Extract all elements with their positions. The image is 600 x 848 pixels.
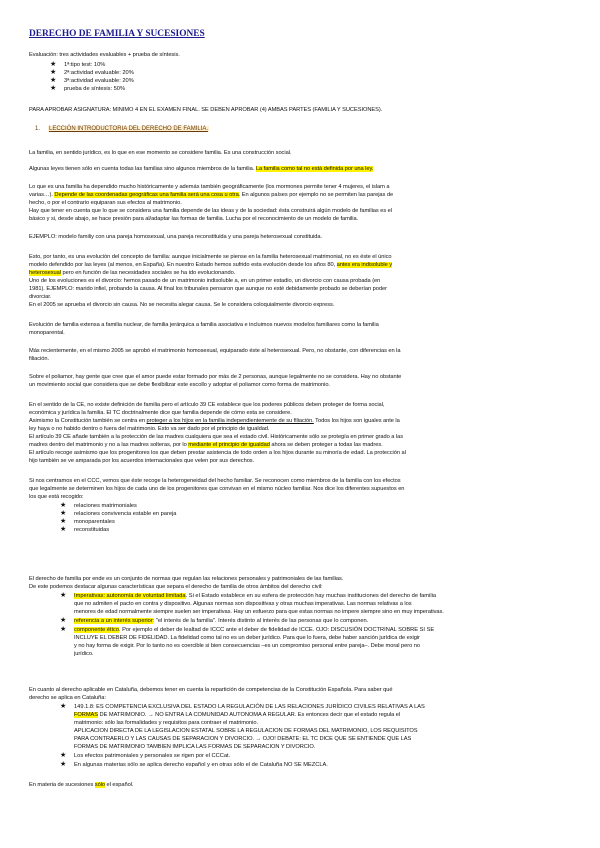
highlight: heterosexual bbox=[29, 270, 61, 276]
list-item: ★ prueba de síntesis: 50% bbox=[50, 85, 126, 92]
star-bullet-icon: ★ bbox=[60, 518, 67, 525]
paragraph-line: El artículo recoge asimismo que los progenitores los que deben prestar asistencia de todo orden a los hijos durante su minoría de edad. La protección al bbox=[29, 450, 406, 456]
star-bullet-icon: ★ bbox=[60, 526, 67, 533]
paragraph-line: derecho se aplica en Cataluña: bbox=[29, 695, 106, 701]
star-bullet-icon: ★ bbox=[60, 592, 67, 599]
highlight: mediante el principio de igualdad bbox=[188, 442, 270, 448]
list-item: ★ relaciones convivencia estable en pareja bbox=[60, 510, 177, 517]
list-item: ★ 149.1.8: ES COMPETENCIA EXCLUSIVA DEL ESTADO LA REGULACIÓN DE LAS RELACIONES JURÍDICO CIVILES RELATIVAS A LAS bbox=[60, 703, 425, 710]
star-bullet-icon: ★ bbox=[60, 626, 67, 633]
highlight: Imperativas: autonomía de voluntad limitada bbox=[74, 593, 186, 599]
highlight: FORMAS bbox=[74, 712, 99, 718]
star-bullet-icon: ★ bbox=[50, 85, 57, 92]
paragraph-line: El derecho de familia por ende es un conjunto de normas que regulan las relaciones personales y patrimoniales de las familias. bbox=[29, 576, 344, 582]
highlight: sólo bbox=[94, 782, 106, 788]
list-item: ★ 3ª:actividad evaluable: 20% bbox=[50, 77, 134, 84]
paragraph-line: Si nos centramos en el CCC, vemos que éste recoge la heterogeneidad del hecho familiar. Se reconocen como miembros de la familia con los efectos bbox=[29, 478, 401, 484]
paragraph-line: divorciar. bbox=[29, 294, 52, 300]
paragraph-line: Hay que tener en cuenta que lo que se considera una familia depende de las ideas y de la sociedad: ésta construirá algún modelo de familias es el bbox=[29, 208, 392, 214]
highlight: componente ético bbox=[74, 627, 119, 633]
section-heading bbox=[35, 126, 209, 132]
paragraph-line: En el sentido de la CE, no existe definición de familia pero el artículo 39 CE establece que los poderes públicos deben proteger de forma social, bbox=[29, 402, 385, 408]
paragraph-line: monoparental. bbox=[29, 330, 65, 336]
star-bullet-icon: ★ bbox=[50, 69, 57, 76]
section-title: LECCIÓN INTRODUCTORIA DEL DERECHO DE FAMILIA. bbox=[49, 126, 209, 132]
paragraph-line: varias…). Depende de las coordenadas geográficas una familia será una cosa u otra. En algunos países por ejemplo no se permiten las parejas de bbox=[29, 192, 394, 198]
section-number: 1. bbox=[35, 126, 41, 132]
paragraph-line: heterosexual pero en función de las necesidades sociales se ha ido evolucionando. bbox=[29, 270, 236, 276]
paragraph-line: que no admiten el pacto en contra y dispositivo. Algunas normas son dispositivas y otras muchas imperativas. Las normas relativas a los bbox=[74, 601, 412, 607]
paragraph-line: APLICACIÓN DIRECTA DE LA LEGISLACIÓN ESTATAL SOBRE LA REGULACIÓN DE FORMAS DEL MATRIMONIO, LOS REQUISITOS bbox=[74, 728, 418, 734]
paragraph-line: Más recientemente, en el mismo 2005 se aprobó el matrimonio homosexual, equiparado éste al heterosexual. Pero, no obstante, con diferencias en la bbox=[29, 348, 401, 354]
star-bullet-icon: ★ bbox=[60, 502, 67, 509]
star-bullet-icon: ★ bbox=[60, 752, 67, 759]
paragraph-line: FORMAS DE MATRIMONIO. → NO ENTRA LA COMUNIDAD AUTÓNOMA A REGULAR. Es entonces decir que el estado regula el bbox=[74, 712, 401, 718]
list-item: ★ En algunas materias sólo se aplica derecho español y en otras sólo el de Cataluña NO SE MEZCLA. bbox=[60, 761, 328, 768]
list-item: ★ 1ª:tipo test: 10% bbox=[50, 61, 106, 68]
paragraph-line: los que está recogido: bbox=[29, 494, 84, 500]
paragraph-line: que legalmente se determinen los hijos de cada uno de los progenitores que convivan en el mismo núcleo familiar. Nos dice los diferentes supuestos en bbox=[29, 486, 405, 492]
paragraph-line: menores de edad normalmente siempre suelen ser imperativas. Hay un esfuerzo para que estas normas no impere siempre sino en muy imperativas. bbox=[74, 609, 444, 615]
star-bullet-icon: ★ bbox=[60, 703, 67, 710]
star-bullet-icon: ★ bbox=[50, 77, 57, 84]
paragraph-line: EJEMPLO: modelo familiy con una pareja homosexual, una pareja reconstituida y una pareja heterosexual constituida. bbox=[29, 234, 323, 240]
document-title: DERECHO DE FAMILIA Y SUCESIONES bbox=[29, 29, 205, 39]
paragraph-line: un movimiento social que considera que se debe flexibilizar este escollo y adoptar el poliamor como forma de matrimonio. bbox=[29, 382, 330, 388]
paragraph-line: El artículo 39 CE añade también a la protección de las madres cualquiera que sea el estado civil. Históricamente sólo se protegía en primer grado a las bbox=[29, 434, 404, 440]
paragraph-line: INCLUYE EL DEBER DE FIDELIDAD. La fidelidad como tal no es un deber jurídico. Para que lo fuera, debe haber sanción jurídica de exigir bbox=[74, 635, 420, 641]
paragraph-line: Uno de los evoluciones es el divorcio: hemos pasado de un matrimonio indisoluble a, en un primer estadio, un divorcio con causa probada (en bbox=[29, 278, 381, 284]
list-item: ★ 2ª:actividad evaluable: 20% bbox=[50, 69, 134, 76]
paragraph-line: jurídico. bbox=[74, 651, 94, 657]
paragraph-line: En cuanto al derecho aplicable en Cataluña, debemos tener en cuenta la repartición de competencias de la Constitución Española. Para saber qué bbox=[29, 687, 393, 693]
star-bullet-icon: ★ bbox=[60, 761, 67, 768]
paragraph-line: y no hay forma de exigir. Por lo tanto no es coercible si bien consecuencias –es un compromiso personal entre pareja–. Debe moral pero no bbox=[74, 643, 420, 649]
paragraph-line: Evolución de familia extensa a familia nuclear, de familia jerárquica a familia asociativa e incluimos nuevos modelos familiares como la familia bbox=[29, 322, 379, 328]
underlined-text: proteger a los hijos en la familia independientemente de su filiación. bbox=[146, 418, 314, 424]
list-item: ★ reconstituidas bbox=[60, 526, 110, 533]
evaluation-intro: Evaluación: tres actividades evaluables + prueba de síntesis. bbox=[29, 52, 180, 58]
paragraph-line: Lo que es una familia ha dependido mucho históricamente y además también geográficamente (los mormones permite tener 4 mujeres, el islam a bbox=[29, 184, 390, 190]
list-item: ★ monoparentales bbox=[60, 518, 115, 525]
star-bullet-icon: ★ bbox=[60, 617, 67, 624]
list-item: ★ relaciones matrimoniales bbox=[60, 502, 137, 509]
paragraph-line: PARA CONTRAERLO Y LAS CAUSAS DE SEPARACIÓN Y DIVORCIO. → OJO! DEBATE: EL TC DICE QUE SE ENTIENDE QUE LAS bbox=[74, 736, 412, 742]
paragraph-line: ley haya o no habido dentro o fuera del matrimonio. Esto va ser dado por el principio de igualdad. bbox=[29, 426, 270, 432]
paragraph-line: filiación. bbox=[29, 356, 50, 362]
paragraph-line: básico y si, desde abajo, se hace presión para al/adaptar las formas de familia. Lucha por el reconocimiento de un modelo de familia. bbox=[29, 216, 359, 222]
star-bullet-icon: ★ bbox=[60, 510, 67, 517]
list-item: ★ Imperativas: autonomía de voluntad limitada. Si el Estado establece en su esfera de protección hay muchas instituciones del derecho de familia bbox=[60, 592, 437, 599]
star-bullet-icon: ★ bbox=[50, 61, 57, 68]
list-item: ★ referencia a un interés superior: "el interés de la familia". Interés distinto al interés de las personas que lo componen. bbox=[60, 617, 369, 624]
paragraph-line: modelo defendido por las leyes (al menos, en España). En nuestro Estado hemos sufrido esta evolución desde los años 80, antes era indisoluble y bbox=[29, 262, 393, 268]
paragraph-line: hecho, o por el contrario equiparan sus efectos al matrimonio. bbox=[29, 200, 182, 206]
paragraph-line: hijo también se ve amparada por los acuerdos internacionales que velen por sus derechos. bbox=[29, 458, 255, 464]
paragraph-line: De este podemos destacar algunas características que separa el derecho de familia de otros ámbitos del derecho civil: bbox=[29, 584, 323, 590]
paragraph-line: matrimonio: sólo las formalidades y requisitos para contraer el matrimonio. bbox=[74, 720, 259, 726]
paragraph-line: Sobre el poliamor, hay gente que cree que el amor puede estar formado por más de 2 personas, aunque legalmente no se considera. Hay no obstante bbox=[29, 374, 402, 380]
paragraph-line: madres dentro del matrimonio y no a las madres solteras, por lo mediante el principio de igualdad ahora se deben proteger a todas las madres. bbox=[29, 442, 383, 448]
paragraph-line: FORMAS DE MATRIMONIO TAMBIÉN IMPLICA LAS FORMAS DE SEPARACIÓN Y DIVORCIO. bbox=[74, 744, 316, 750]
list-item: ★ componente ético. Por ejemplo el deber de lealtad de ICCC ante el deber de fidelidad de ICCE. OJO: DISCUSIÓN DOCTRINAL SOBRE SI SE bbox=[60, 626, 435, 633]
highlight: Depende de las coordenadas geográficas una familia será una cosa u otra bbox=[54, 192, 239, 198]
highlight: antes era indisoluble y bbox=[336, 262, 393, 268]
paragraph-line: En materia de sucesiones sólo el español. bbox=[29, 782, 134, 788]
paragraph-line: económica y jurídica la familia. El TC doctrinalmente dice que familia depende de cómo esta se considere. bbox=[29, 410, 292, 416]
highlight: La familia como tal no está definida por una ley. bbox=[255, 166, 374, 172]
approval-requirement: PARA APROBAR ASIGNATURA: MÍNIMO 4 EN EL EXAMEN FINAL. SE DEBEN APROBAR (4) AMBAS PARTES (FAMILIA Y SUCESIONES). bbox=[29, 107, 383, 113]
paragraph-line: 1981). EJEMPLO: marido infiel, probando la causa. Al final los tribunales pensaron que aunque no esté debidamente probado se deberían poder bbox=[29, 286, 387, 292]
paragraph-line: Algunas leyes tienen sólo en cuenta todas las familias sino algunos miembros de la familia. La familia como tal no está definida por una ley. bbox=[29, 166, 374, 172]
paragraph-line: Asimismo la Constitución también se centra en proteger a los hijos en la familia independientemente de su filiación. Todos los hijos son iguales ante la bbox=[29, 418, 400, 424]
highlight: referencia a un interés superior bbox=[74, 618, 153, 624]
paragraph-line: La familia, en sentido jurídico, es lo que en ese momento se considere familia. Es una construcción social. bbox=[29, 150, 292, 156]
list-item: ★ Los efectos patrimoniales y personales se rigen por el CCCat. bbox=[60, 752, 231, 759]
paragraph-line: En el 2005 se aprueba el divorcio sin causa. No se necesita alegar causa. Se le considera coloquialmente divorcio express. bbox=[29, 302, 335, 308]
paragraph-line: Esto, por tanto, es una evolución del concepto de familia: aunque inicialmente se piense en la familia heterosexual matrimonial, no es éste el único bbox=[29, 254, 392, 260]
